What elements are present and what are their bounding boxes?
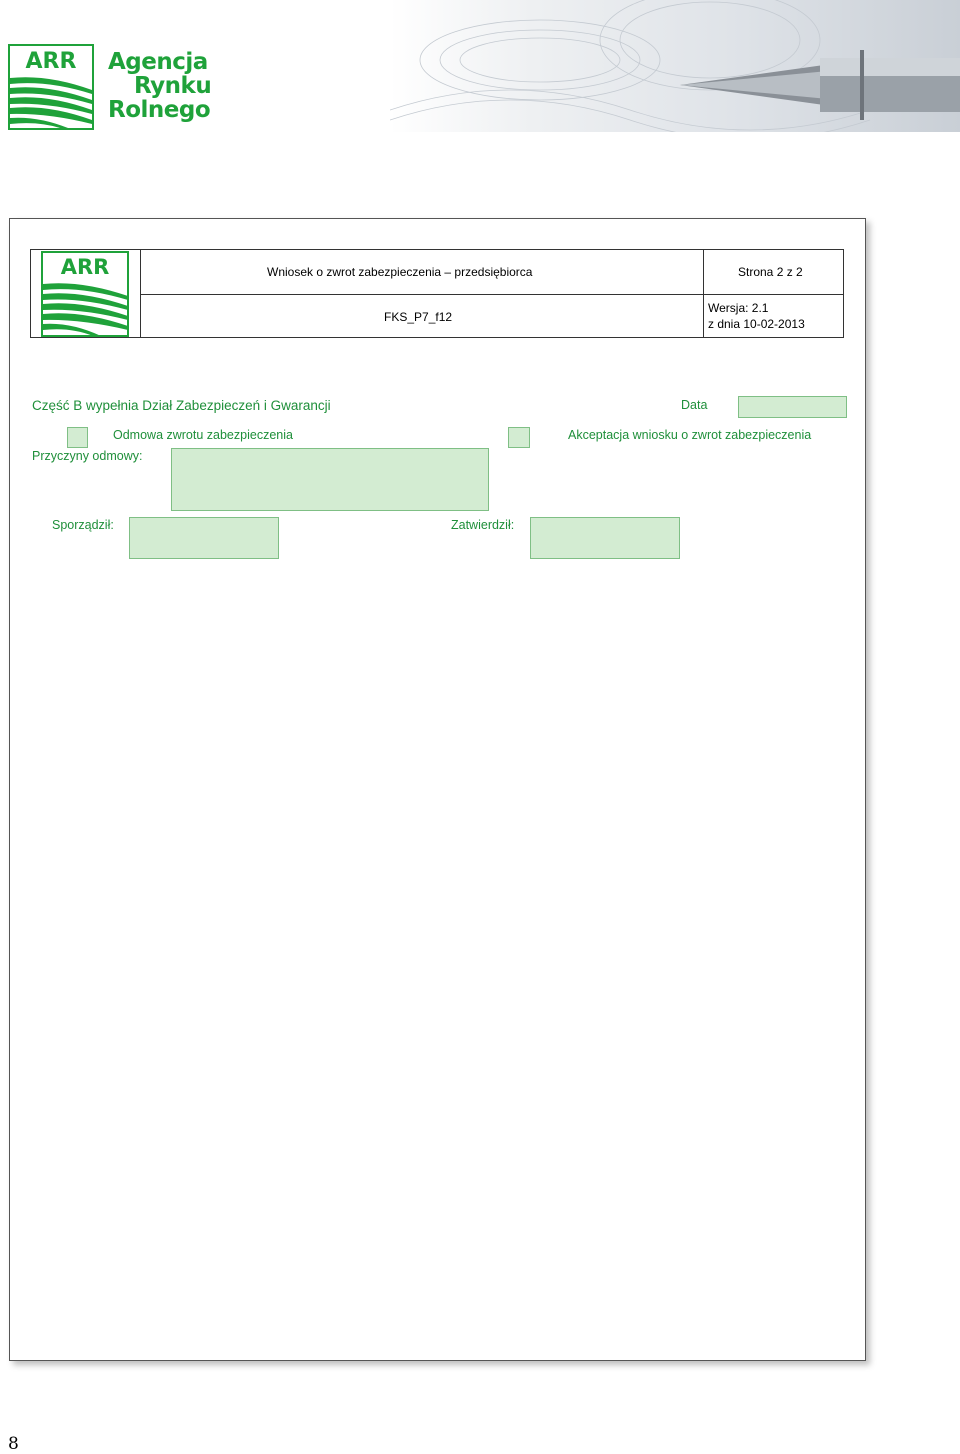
agency-name-line-1: Agencja	[108, 49, 208, 75]
page-number: 8	[8, 1434, 19, 1454]
refusal-checkbox[interactable]	[67, 427, 88, 448]
accept-label: Akceptacja wniosku o zwrot zabezpieczenia	[568, 428, 812, 442]
agency-name-line-3: Rolnego	[108, 97, 211, 123]
prepared-field[interactable]	[129, 517, 279, 559]
form-title: Wniosek o zwrot zabezpieczenia – przedsiębiorca	[267, 265, 533, 279]
form-header-table	[30, 249, 844, 338]
header-banner-image	[390, 0, 960, 132]
arr-small-logo-icon	[41, 250, 131, 338]
date-field[interactable]	[738, 396, 847, 418]
header-col-divider	[703, 250, 704, 337]
prepared-label: Sporządził:	[52, 518, 114, 532]
approved-field[interactable]	[530, 517, 680, 559]
section-b-heading: Część B wypełnia Dział Zabezpieczeń i Gwarancji	[32, 398, 331, 413]
header-logo-cell	[31, 250, 141, 337]
agency-name	[108, 50, 211, 122]
page-indicator: Strona 2 z 2	[738, 265, 803, 279]
agency-logo	[8, 44, 228, 134]
header-row-divider	[140, 294, 843, 295]
form-version: Wersja: 2.1	[708, 301, 769, 315]
form-code: FKS_P7_f12	[384, 310, 453, 324]
arr-logo-icon	[8, 44, 94, 130]
small-logo-text: ARR	[60, 255, 110, 279]
accept-checkbox[interactable]	[508, 427, 530, 448]
reasons-label: Przyczyny odmowy:	[32, 449, 143, 463]
agency-name-line-2: Rynku	[134, 73, 212, 99]
form-date: z dnia 10-02-2013	[708, 317, 805, 331]
reasons-field[interactable]	[171, 448, 489, 511]
refusal-label: Odmowa zwrotu zabezpieczenia	[113, 428, 293, 442]
date-label: Data	[681, 398, 708, 412]
approved-label: Zatwierdził:	[451, 518, 515, 532]
logo-text: ARR	[25, 49, 77, 74]
form-sheet	[9, 218, 866, 1361]
